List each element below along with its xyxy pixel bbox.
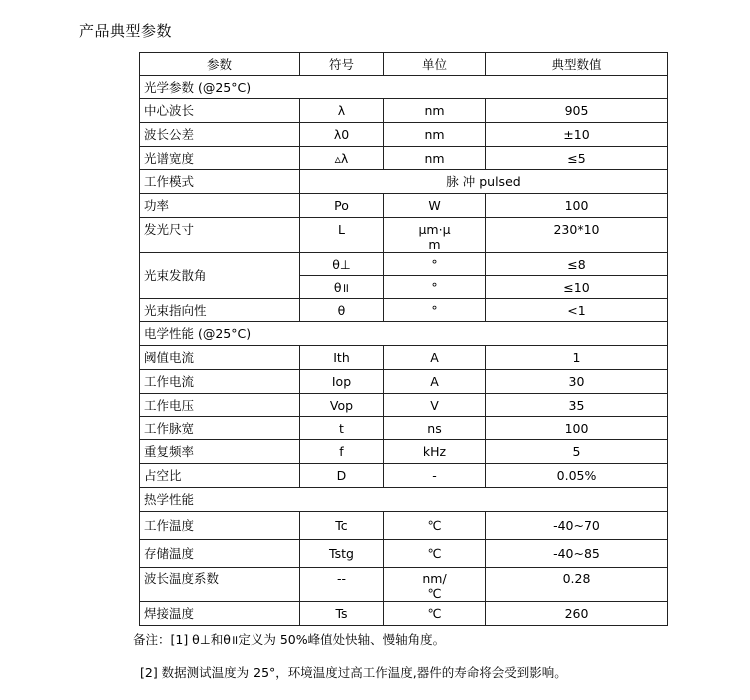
value-cell-merged: 脉 冲 pulsed [300,170,668,194]
section-row-optical [140,76,668,99]
unit-cell: V [384,394,486,417]
unit-cell: ℃ [384,512,486,540]
section-electrical: 电学性能 (@25°C) [140,322,668,346]
unit-cell: ℃ [384,540,486,568]
param-cell: 工作温度 [140,512,300,540]
unit-cell: ns [384,417,486,440]
value-cell: 905 [486,99,668,123]
value-cell: 1 [486,346,668,370]
symbol-cell: L [300,218,384,253]
symbol-cell: Ith [300,346,384,370]
param-cell: 光束指向性 [140,299,300,322]
table-header-row [140,53,668,76]
header-unit: 单位 [384,53,486,76]
value-cell: <1 [486,299,668,322]
value-cell: 0.28 [486,568,668,602]
table-row [140,147,668,170]
footnote-1: 备注：[1] θ⊥和θ॥定义为 50%峰值处快轴、慢轴角度。 [133,632,446,647]
param-cell: 重复频率 [140,440,300,464]
unit-cell: ° [384,253,486,276]
unit-cell: ° [384,276,486,299]
symbol-cell: D [300,464,384,488]
param-cell: 阈值电流 [140,346,300,370]
table-row [140,568,668,602]
value-cell: 30 [486,370,668,394]
value-cell: 35 [486,394,668,417]
table-row [140,218,668,253]
value-cell: ±10 [486,123,668,147]
value-cell: ≤8 [486,253,668,276]
param-cell: 功率 [140,194,300,218]
footnote-2: [2] 数据测试温度为 25°，环境温度过高工作温度,器件的寿命将会受到影响。 [140,665,567,680]
table-row [140,602,668,626]
unit-cell: kHz [384,440,486,464]
unit-cell: nm [384,147,486,170]
unit-cell: A [384,370,486,394]
table-row [140,346,668,370]
param-cell: 焊接温度 [140,602,300,626]
symbol-cell: ▵λ [300,147,384,170]
unit-cell: nm [384,123,486,147]
unit-cell: - [384,464,486,488]
table-row [140,394,668,417]
param-cell: 波长公差 [140,123,300,147]
symbol-cell: Ts [300,602,384,626]
table-row [140,370,668,394]
table-row [140,299,668,322]
unit-cell: nm/℃ [384,568,486,602]
param-cell: 波长温度系数 [140,568,300,602]
symbol-cell: Po [300,194,384,218]
table-row [140,440,668,464]
param-cell: 工作模式 [140,170,300,194]
header-param: 参数 [140,53,300,76]
header-symbol: 符号 [300,53,384,76]
symbol-cell: Iop [300,370,384,394]
param-cell: 中心波长 [140,99,300,123]
param-cell: 工作脉宽 [140,417,300,440]
value-cell: ≤5 [486,147,668,170]
unit-cell: μm·μm [384,218,486,253]
page-title: 产品典型参数 [79,22,173,40]
value-cell: 100 [486,194,668,218]
table-row [140,194,668,218]
header-value: 典型数值 [486,53,668,76]
symbol-cell: -- [300,568,384,602]
param-cell: 工作电压 [140,394,300,417]
value-cell: -40~70 [486,512,668,540]
table-row [140,123,668,147]
value-cell: 5 [486,440,668,464]
table-row [140,512,668,540]
symbol-cell: θ॥ [300,276,384,299]
param-cell: 存储温度 [140,540,300,568]
param-cell: 工作电流 [140,370,300,394]
table-row [140,99,668,123]
param-cell: 占空比 [140,464,300,488]
symbol-cell: t [300,417,384,440]
table-row [140,417,668,440]
table-row [140,540,668,568]
symbol-cell: Vop [300,394,384,417]
symbol-cell: θ⊥ [300,253,384,276]
value-cell: -40~85 [486,540,668,568]
section-row-electrical [140,322,668,346]
unit-cell: ° [384,299,486,322]
param-cell: 光谱宽度 [140,147,300,170]
value-cell: 230*10 [486,218,668,253]
section-row-thermal [140,488,668,512]
table-row [140,464,668,488]
symbol-cell: λ [300,99,384,123]
unit-cell: nm [384,99,486,123]
unit-cell: A [384,346,486,370]
unit-cell: W [384,194,486,218]
value-cell: 0.05% [486,464,668,488]
symbol-cell: λ0 [300,123,384,147]
symbol-cell: Tc [300,512,384,540]
param-cell: 发光尺寸 [140,218,300,253]
symbol-cell: f [300,440,384,464]
symbol-cell: Tstg [300,540,384,568]
value-cell: 260 [486,602,668,626]
section-thermal: 热学性能 [140,488,668,512]
section-optical: 光学参数 (@25°C) [140,76,668,99]
param-cell: 光束发散角 [140,253,300,299]
unit-cell: ℃ [384,602,486,626]
value-cell: ≤10 [486,276,668,299]
symbol-cell: θ [300,299,384,322]
table-row [140,253,668,276]
value-cell: 100 [486,417,668,440]
table-row [140,170,668,194]
parameter-table [139,52,668,626]
